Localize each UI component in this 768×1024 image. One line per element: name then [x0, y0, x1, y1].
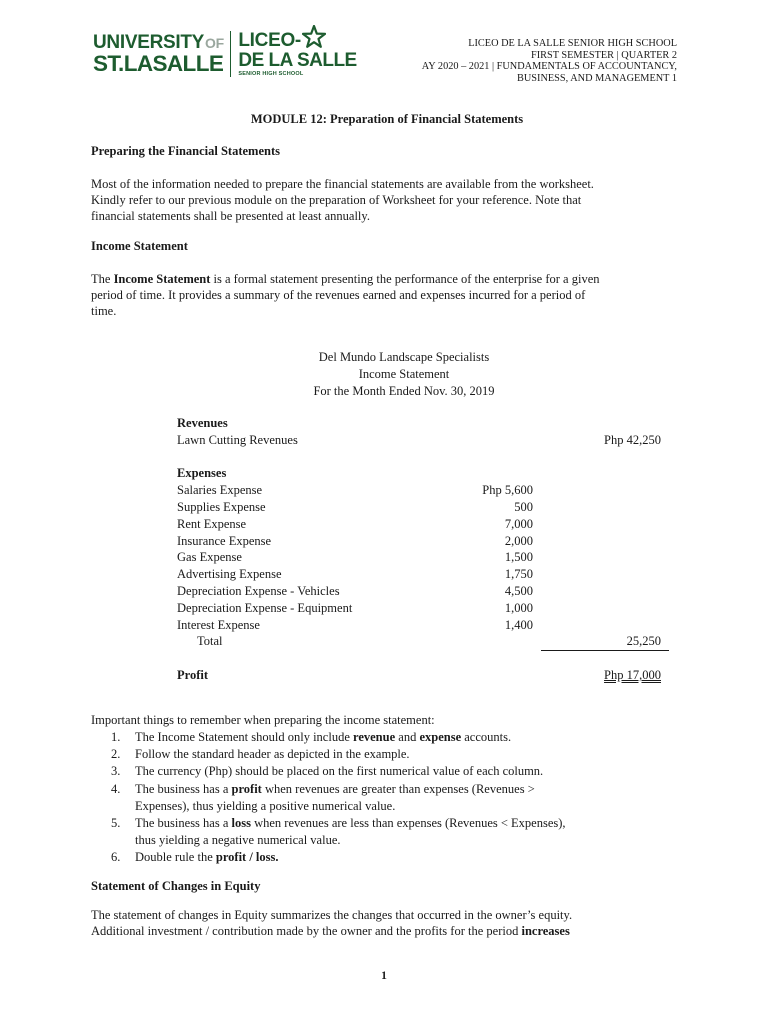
- bold-term: revenue: [353, 730, 396, 744]
- school-header-line: LICEO DE LA SALLE SENIOR HIGH SCHOOL: [468, 38, 677, 49]
- profit-row: [177, 667, 669, 684]
- school-header-line: AY 2020 – 2021 | FUNDAMENTALS OF ACCOUNTANCY,: [421, 61, 677, 73]
- paragraph-income-statement: [91, 272, 681, 319]
- profit-label: Profit: [177, 668, 209, 683]
- liceo-logo-text-liceo: LICEO-: [238, 29, 301, 51]
- list-item: [111, 729, 681, 746]
- university-of-st-lasalle-logo: [93, 33, 224, 76]
- text-run: The Income Statement should only include: [135, 730, 354, 744]
- text-run: Double rule the: [135, 850, 216, 865]
- header-logos: [93, 28, 357, 80]
- paragraph-line: The statement of changes in Equity summarizes the changes that occurred in the owner’s equity.: [91, 908, 573, 922]
- paragraph-line: [91, 272, 681, 288]
- expense-row: [177, 549, 669, 566]
- usl-logo-text-university: UNIVERSITY: [93, 31, 205, 53]
- usl-logo-text-stlasalle: ST.LASALLE: [93, 50, 224, 76]
- revenue-label: Lawn Cutting Revenues: [177, 432, 298, 447]
- expense-label: Advertising Expense: [177, 567, 282, 582]
- section-heading-income-statement: Income Statement: [91, 239, 188, 253]
- bold-term: expense: [419, 730, 462, 744]
- expense-label: Rent Expense: [177, 516, 247, 531]
- statement-period: For the Month Ended Nov. 30, 2019: [313, 383, 495, 398]
- table-row-spacer: [177, 650, 669, 667]
- expense-label: Supplies Expense: [177, 499, 266, 514]
- list-item-number: 3.: [111, 764, 121, 779]
- bold-term: profit / loss.: [215, 850, 279, 865]
- expense-row: [177, 600, 669, 617]
- expense-amount: 1,500: [504, 550, 533, 565]
- revenues-heading: Revenues: [177, 416, 228, 430]
- income-statement-table: [177, 415, 669, 684]
- expense-label: Interest Expense: [177, 617, 260, 632]
- statement-name: Income Statement: [358, 366, 450, 381]
- star-icon: [302, 25, 326, 49]
- paragraph-changes-in-equity: [91, 908, 681, 940]
- text-run: is a formal statement presenting the performance of the enterprise for a given: [210, 272, 600, 286]
- school-header-line: BUSINESS, AND MANAGEMENT 1: [517, 72, 677, 84]
- text-run: accounts.: [461, 730, 512, 744]
- list-item-number: 5.: [111, 816, 121, 831]
- bold-term: loss: [231, 816, 251, 831]
- paragraph-line: Kindly refer to our previous module on the preparation of Worksheet for your reference. Note that: [91, 192, 582, 207]
- reminders-intro: Important things to remember when preparing the income statement:: [91, 713, 435, 727]
- total-label: Total: [197, 634, 223, 649]
- expenses-heading: Expenses: [177, 466, 227, 481]
- expense-amount: 500: [514, 499, 533, 514]
- table-row: [177, 465, 669, 482]
- expense-label: Depreciation Expense - Vehicles: [177, 583, 340, 598]
- expense-amount: 1,400: [504, 617, 533, 632]
- page-number: 1: [381, 970, 387, 982]
- text-run: The currency (Php) should be placed on the first numerical value of each column.: [135, 764, 544, 779]
- text-run: when revenues are less than expenses (Revenues < Expenses),: [250, 816, 566, 831]
- text-run: The business has a: [135, 816, 232, 831]
- expense-row: [177, 499, 669, 516]
- paragraph-line: period of time. It provides a summary of the revenues earned and expenses incurred for a period of: [91, 287, 586, 302]
- reminders-list: [111, 729, 681, 867]
- liceo-de-la-salle-logo: [238, 31, 356, 78]
- bold-term: Income Statement: [113, 272, 211, 286]
- paragraph-preparing: [91, 177, 681, 224]
- paragraph-line: Most of the information needed to prepare the financial statements are available from the worksheet.: [91, 177, 594, 191]
- expense-amount: 1,750: [504, 567, 533, 582]
- bold-term: profit: [231, 781, 262, 796]
- list-item-number: 2.: [111, 747, 121, 762]
- usl-logo-text-of: OF: [205, 34, 224, 51]
- expense-amount: 1,000: [504, 600, 533, 615]
- liceo-logo-text-dls: DE LA SALLE: [238, 49, 357, 71]
- text-run: and: [395, 730, 420, 744]
- company-name: Del Mundo Landscape Specialists: [318, 350, 490, 364]
- text-run: thus yielding a negative numerical value.: [135, 833, 341, 848]
- expense-label: Gas Expense: [177, 550, 242, 565]
- total-row: [177, 633, 669, 650]
- table-row-spacer: [177, 449, 669, 466]
- expense-amount: 2,000: [504, 533, 533, 548]
- text-run: The business has a: [135, 781, 232, 796]
- text-run: The: [91, 272, 114, 286]
- school-header-line: FIRST SEMESTER | QUARTER 2: [530, 49, 677, 61]
- text-run: Expenses), thus yielding a positive numerical value.: [135, 798, 396, 813]
- list-item: [111, 746, 681, 763]
- logo-divider: [230, 31, 232, 77]
- text-run: when revenues are greater than expenses (Revenues >: [261, 781, 535, 796]
- table-row: [177, 432, 669, 449]
- expense-amount: 7,000: [504, 516, 533, 531]
- expense-row: [177, 583, 669, 600]
- module-title: MODULE 12: Preparation of Financial Statements: [250, 112, 524, 126]
- section-heading-changes-in-equity: Statement of Changes in Equity: [91, 879, 261, 893]
- expense-row: [177, 566, 669, 583]
- list-item: [111, 763, 681, 780]
- expense-label: Depreciation Expense - Equipment: [177, 600, 353, 615]
- liceo-logo-text-shs: SENIOR HIGH SCHOOL: [238, 70, 304, 77]
- list-item: [111, 815, 681, 849]
- section-heading-preparing: Preparing the Financial Statements: [91, 144, 280, 158]
- revenue-amount: Php 42,250: [604, 432, 661, 447]
- paragraph-line: financial statements shall be presented at least annually.: [91, 208, 370, 223]
- school-header: [422, 38, 677, 84]
- profit-amount: Php 17,000: [604, 668, 661, 683]
- list-item-number: 1.: [111, 730, 121, 744]
- paragraph-line: [91, 924, 681, 940]
- income-statement-header: [0, 349, 768, 399]
- expense-amount: 4,500: [504, 583, 533, 598]
- expense-row: [177, 533, 669, 550]
- paragraph-line: time.: [91, 303, 117, 318]
- list-item-number: 4.: [111, 781, 121, 796]
- text-run: Follow the standard header as depicted in the example.: [135, 747, 410, 762]
- expense-row: [177, 516, 669, 533]
- expense-amount: Php 5,600: [482, 483, 533, 498]
- list-item: [111, 849, 681, 866]
- list-item-number: 6.: [111, 850, 121, 865]
- expense-label: Insurance Expense: [177, 533, 272, 548]
- expense-row: [177, 482, 669, 499]
- text-run: Additional investment / contribution made by the owner and the profits for the period: [91, 923, 522, 938]
- table-row: [177, 415, 669, 432]
- list-item: [111, 781, 681, 815]
- total-amount: 25,250: [626, 634, 661, 649]
- expense-label: Salaries Expense: [177, 483, 263, 498]
- expense-row: [177, 617, 669, 634]
- bold-term: increases: [521, 923, 570, 938]
